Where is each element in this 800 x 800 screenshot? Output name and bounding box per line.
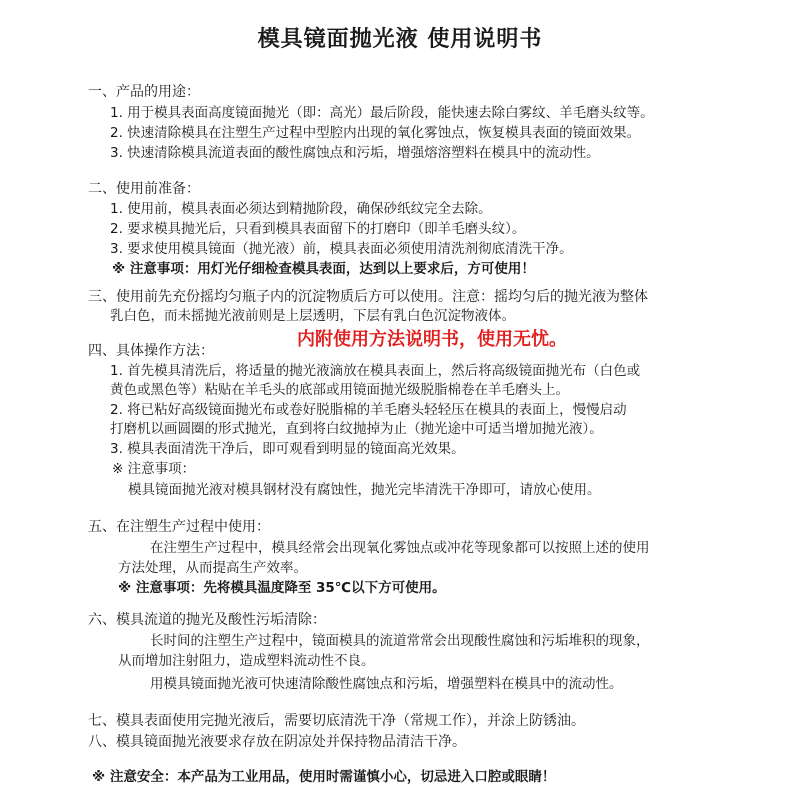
section-3-text: 三、使用前先充份摇均匀瓶子内的沉淀物质后方可以使用。注意：摇均匀后的抛光液为整体 xyxy=(88,289,648,305)
safety-warning: ※ 注意安全：本产品为工业用品，使用时需谨慎小心，切忌进入口腔或眼睛！ xyxy=(92,769,556,785)
section-2-note: ※ 注意事项：用灯光仔细检查模具表面，达到以上要求后，方可使用！ xyxy=(112,261,535,277)
section-6-text: 长时间的注塑生产过程中，镜面模具的流道常常会出现酸性腐蚀和污垢堆积的现象， xyxy=(150,633,650,649)
section-5-note: ※ 注意事项：先将模具温度降至 35℃以下方可使用。 xyxy=(118,580,446,596)
section-4-line: 3. 模具表面清洗干净后，即可观看到明显的镜面高光效果。 xyxy=(110,441,465,457)
section-6-text: 从而增加注射阻力，造成塑料流动性不良。 xyxy=(118,653,375,669)
section-2-item: 3. 要求使用模具镜面（抛光液）前，模具表面必须使用清洗剂彻底清洗干净。 xyxy=(110,241,573,257)
document-title: 模具镜面抛光液 使用说明书 xyxy=(257,27,543,52)
red-overlay-banner: 内附使用方法说明书，使用无忧。 xyxy=(297,329,567,350)
section-1-item: 3. 快速清除模具流道表面的酸性腐蚀点和污垢，增强熔溶塑料在模具中的流动性。 xyxy=(110,145,600,161)
section-4-line: 1. 首先模具清洗后，将适量的抛光液滴放在模具表面上，然后将高级镜面抛光布（白色或 xyxy=(110,363,641,379)
section-7: 七、模具表面使用完抛光液后，需要切底清洗干净（常规工作），并涂上防锈油。 xyxy=(88,713,585,729)
section-5-heading: 五、在注塑生产过程中使用： xyxy=(88,519,270,535)
section-2-item: 2. 要求模具抛光后，只看到模具表面留下的打磨印（即羊毛磨头纹）。 xyxy=(110,221,526,237)
section-1-item: 1. 用于模具表面高度镜面抛光（即：高光）最后阶段，能快速去除白雾纹、羊毛磨头纹等。 xyxy=(110,105,654,121)
section-6-text: 用模具镜面抛光液可快速清除酸性腐蚀点和污垢，增强塑料在模具中的流动性。 xyxy=(150,676,623,692)
section-4-heading: 四、具体操作方法： xyxy=(88,343,214,359)
section-5-text: 在注塑生产过程中，模具经常会出现氧化雾蚀点或冲花等现象都可以按照上述的使用 xyxy=(150,540,650,556)
section-3-text-cont: 乳白色，而未摇抛光液前则是上层透明，下层有乳白色沉淀物液体。 xyxy=(110,308,515,324)
section-1-item: 2. 快速清除模具在注塑生产过程中型腔内出现的氧化雾蚀点，恢复模具表面的镜面效果。 xyxy=(110,125,641,141)
section-4-line: 黄色或黑色等）粘贴在羊毛头的底部或用镜面抛光级脱脂棉卷在羊毛磨头上。 xyxy=(110,382,569,398)
section-2-item: 1. 使用前，模具表面必须达到精抛阶段，确保砂纸纹完全去除。 xyxy=(110,201,492,217)
section-2-heading: 二、使用前准备： xyxy=(88,181,200,197)
section-4-line: 2. 将已粘好高级镜面抛光布或卷好脱脂棉的羊毛磨头轻轻压在模具的表面上，慢慢启动 xyxy=(110,402,627,418)
section-4-note-text: 模具镜面抛光液对模具钢材没有腐蚀性，抛光完毕清洗干净即可，请放心使用。 xyxy=(128,482,601,498)
section-5-text-cont: 方法处理，从而提高生产效率。 xyxy=(118,560,307,576)
section-1-heading: 一、产品的用途： xyxy=(88,84,200,100)
section-4-line: 打磨机以画圆圈的形式抛光，直到将白纹抛掉为止（抛光途中可适当增加抛光液）。 xyxy=(110,421,603,437)
section-8: 八、模具镜面抛光液要求存放在阴凉处并保持物品清洁干净。 xyxy=(88,734,466,750)
section-6-heading: 六、模具流道的抛光及酸性污垢清除： xyxy=(88,612,326,628)
section-4-note-label: ※ 注意事项： xyxy=(112,461,196,477)
